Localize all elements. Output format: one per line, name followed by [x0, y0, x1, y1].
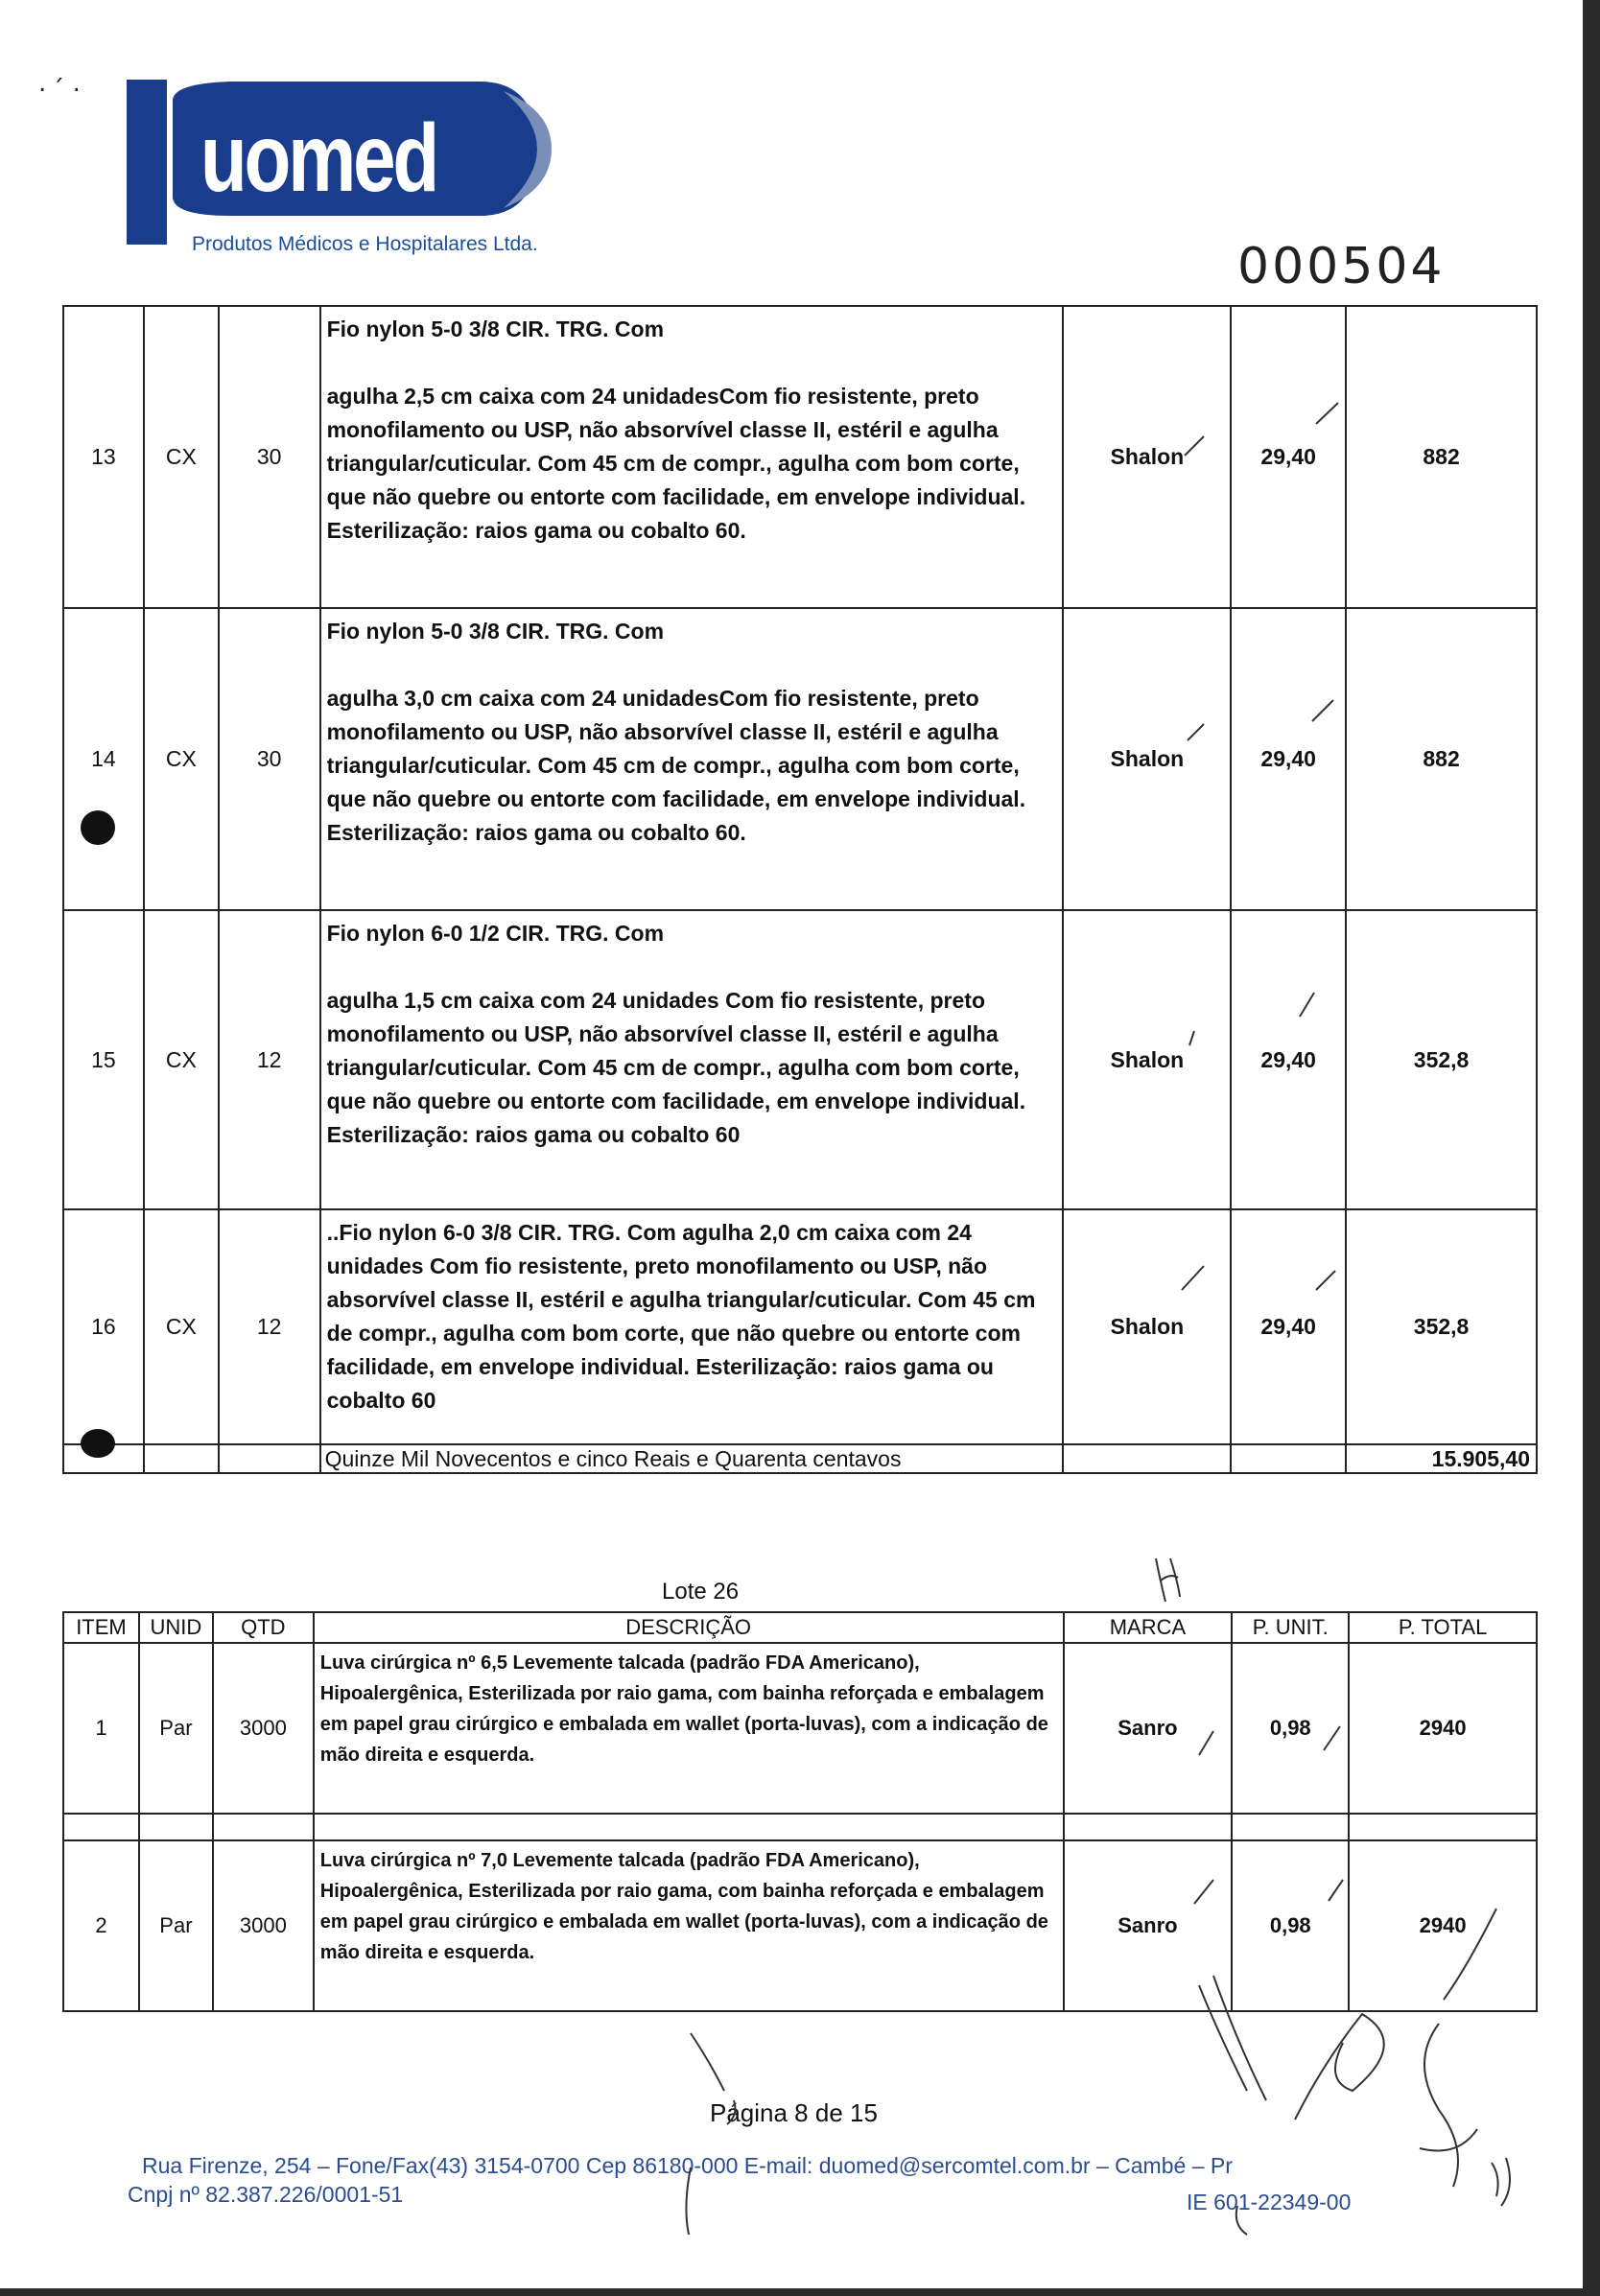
col-qtd: QTD: [213, 1612, 314, 1643]
col-item: ITEM: [63, 1612, 139, 1643]
unit-price: 0,98: [1232, 1643, 1349, 1814]
total-in-words: Quinze Mil Novecentos e cinco Reais e Quarenta centavos: [320, 1444, 1064, 1473]
description-heading: Fio nylon 6-0 1/2 CIR. TRG. Com: [326, 921, 665, 946]
unit: CX: [144, 608, 219, 910]
unit-price: 0,98: [1232, 1840, 1349, 2011]
total-price: 882: [1346, 306, 1537, 608]
item-number: 16: [63, 1209, 144, 1444]
footer-address: Rua Firenze, 254 – Fone/Fax(43) 3154-0700 Cep 86180-000 E-mail: duomed@sercomtel.com.br – Cambé – Pr: [142, 2153, 1233, 2178]
description-text: ..Fio nylon 6-0 3/8 CIR. TRG. Com agulha 2,0 cm caixa com 24 unidades Com fio resistente, preto monofilamento ou USP, não absorvível classe II, estéril e agulha triangular/cuticular. Com 45 cm de compr., agulha com bom corte, que não quebre ou entorte com facilidade, em envelope individual. Esterilização: raios gama ou cobalto 60: [326, 1220, 1036, 1413]
description-heading: Fio nylon 5-0 3/8 CIR. TRG. Com: [326, 316, 665, 341]
description: Luva cirúrgica nº 6,5 Levemente talcada (padrão FDA Americano), Hipoalergênica, Esterilizada por raio gama, com bainha reforçada e embalagem em papel grau cirúrgico e embalada em wallet (porta-luvas), com a indicação de mão direita e esquerda.: [314, 1643, 1064, 1814]
brand: Shalon: [1063, 306, 1231, 608]
unit-price: 29,40: [1231, 1209, 1346, 1444]
item-number: 15: [63, 910, 144, 1209]
col-descricao: DESCRIÇÃO: [314, 1612, 1064, 1643]
unit-price: 29,40: [1231, 608, 1346, 910]
svg-text:. ׳ .: . ׳ .: [38, 69, 81, 98]
company-subtitle: Produtos Médicos e Hospitalares Ltda.: [192, 233, 538, 255]
col-p-total: P. TOTAL: [1349, 1612, 1537, 1643]
col-marca: MARCA: [1064, 1612, 1233, 1643]
grand-total: 15.905,40: [1346, 1444, 1537, 1473]
footer-ie: IE 601-22349-00: [1187, 2190, 1352, 2214]
description: Luva cirúrgica nº 7,0 Levemente talcada (padrão FDA Americano), Hipoalergênica, Esterilizada por raio gama, com bainha reforçada e embalagem em papel grau cirúrgico e embalada em wallet (porta-luvas), com a indicação de mão direita e esquerda.: [314, 1840, 1064, 2011]
description-text: agulha 3,0 cm caixa com 24 unidadesCom fio resistente, preto monofilamento ou USP, não absorvível classe II, estéril e agulha triangular/cuticular. Com 45 cm de compr., agulha com bom corte, que não quebre ou entorte com facilidade, em envelope individual. Esterilização: raios gama ou cobalto 60.: [326, 686, 1026, 845]
total-price: 352,8: [1346, 910, 1537, 1209]
total-price: 352,8: [1346, 1209, 1537, 1444]
total-price: 2940: [1349, 1840, 1537, 2011]
brand: Shalon: [1063, 1209, 1231, 1444]
quantity: 12: [219, 910, 320, 1209]
footer-cnpj: Cnpj nº 82.387.226/0001-51: [128, 2182, 404, 2207]
item-number: 14: [63, 608, 144, 910]
document-number: 000504: [1237, 238, 1446, 295]
description-text: agulha 1,5 cm caixa com 24 unidades Com fio resistente, preto monofilamento ou USP, não absorvível classe II, estéril e agulha triangular/cuticular. Com 45 cm de compr., agulha com bom corte, que não quebre ou entorte com facilidade, em envelope individual. Esterilização: raios gama ou cobalto 60: [326, 988, 1026, 1147]
description-text: agulha 2,5 cm caixa com 24 unidadesCom fio resistente, preto monofilamento ou USP, não absorvível classe II, estéril e agulha triangular/cuticular. Com 45 cm de compr., agulha com bom corte, que não quebre ou entorte com facilidade, em envelope individual. Esterilização: raios gama ou cobalto 60.: [326, 384, 1026, 543]
quantity: 12: [219, 1209, 320, 1444]
description-heading: Fio nylon 5-0 3/8 CIR. TRG. Com: [326, 619, 665, 644]
item-number: 13: [63, 306, 144, 608]
unit: CX: [144, 1209, 219, 1444]
quantity: 30: [219, 306, 320, 608]
unit: Par: [139, 1840, 213, 2011]
page-number: Página 8 de 15: [710, 2098, 878, 2127]
brand: Shalon: [1063, 608, 1231, 910]
col-p-unit: P. UNIT.: [1232, 1612, 1349, 1643]
quantity: 3000: [213, 1840, 314, 2011]
unit-price: 29,40: [1231, 306, 1346, 608]
unit: Par: [139, 1643, 213, 1814]
unit: CX: [144, 306, 219, 608]
item-number: 2: [63, 1840, 139, 2011]
total-price: 2940: [1349, 1643, 1537, 1814]
brand: Sanro: [1064, 1643, 1233, 1814]
lote-label: Lote 26: [662, 1579, 740, 1605]
logo-wordmark: uomed: [200, 105, 437, 212]
item-number: 1: [63, 1643, 139, 1814]
total-price: 882: [1346, 608, 1537, 910]
brand: Shalon: [1063, 910, 1231, 1209]
col-unid: UNID: [139, 1612, 213, 1643]
quantity: 3000: [213, 1643, 314, 1814]
brand: Sanro: [1064, 1840, 1233, 2011]
unit: CX: [144, 910, 219, 1209]
quantity: 30: [219, 608, 320, 910]
unit-price: 29,40: [1231, 910, 1346, 1209]
